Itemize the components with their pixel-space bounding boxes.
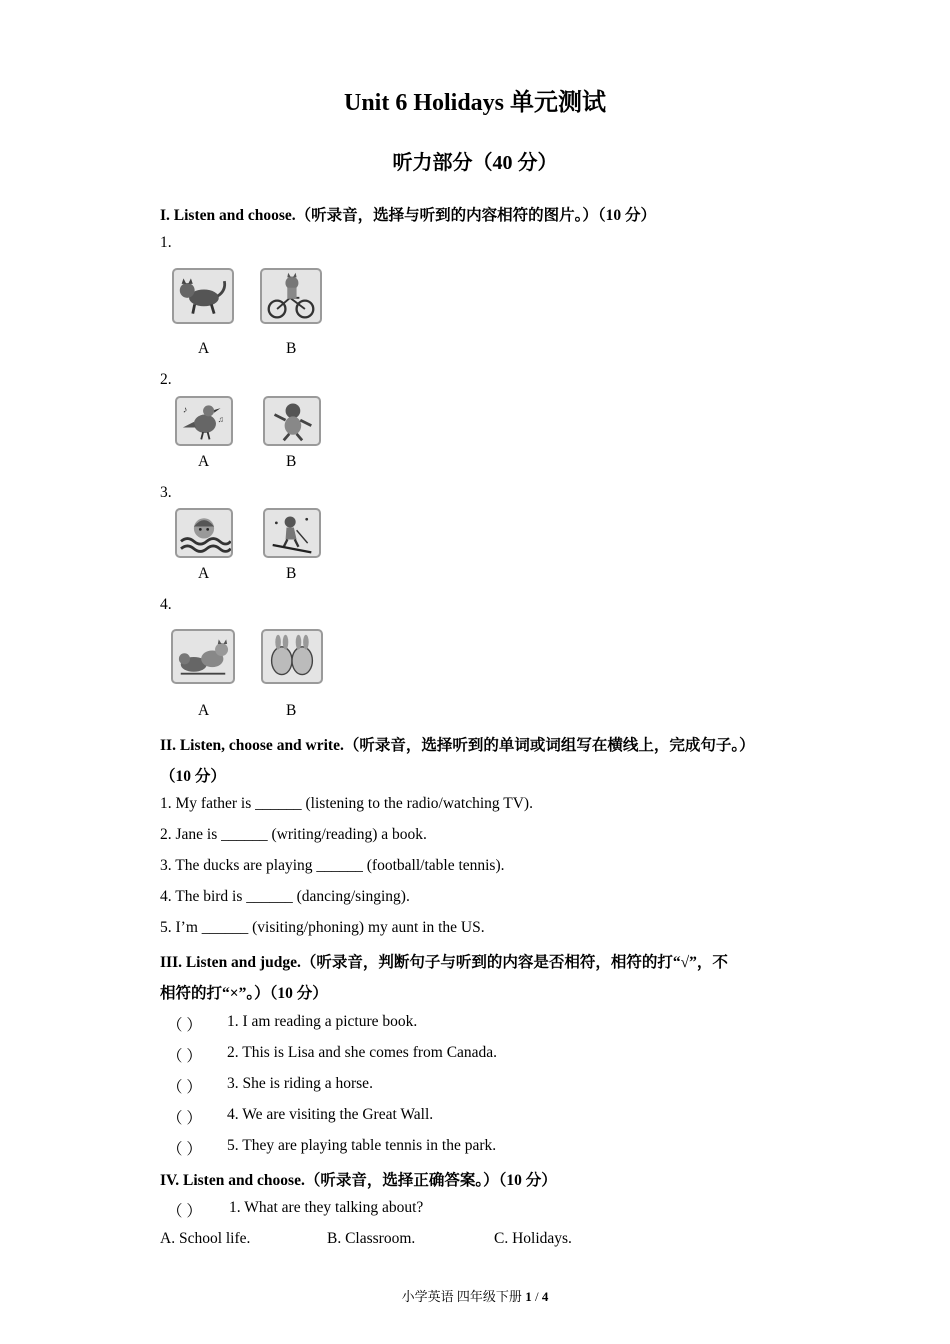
section-subtitle: 听力部分（40 分） bbox=[392, 152, 558, 174]
footer-text: 小学英语 四年级下册 bbox=[401, 1289, 522, 1304]
q2-option-b-label: B bbox=[286, 453, 297, 470]
q3-number: 3. bbox=[160, 484, 172, 501]
answer-parentheses[interactable]: （ ） bbox=[167, 1017, 202, 1034]
svg-text:♫: ♫ bbox=[217, 414, 225, 424]
section4-heading: IV. Listen and choose.（听录音，选择正确答案。）（10 分） bbox=[160, 1172, 557, 1189]
answer-parentheses[interactable]: （ ） bbox=[167, 1079, 202, 1096]
judge-statement: 2. This is Lisa and she comes from Canada. bbox=[227, 1044, 498, 1061]
child-swimming-icon bbox=[175, 508, 233, 558]
section3-heading-cont: 相符的打“×”。）（10 分） bbox=[160, 985, 328, 1002]
page-number: 1 bbox=[525, 1289, 532, 1304]
q4-number: 4. bbox=[160, 596, 172, 613]
fill-sentence: 4. The bird is ______ (dancing/singing). bbox=[160, 888, 410, 905]
judge-statement: 1. I am reading a picture book. bbox=[227, 1013, 418, 1030]
walking-cat-icon bbox=[172, 268, 234, 324]
section2-heading-cont: （10 分） bbox=[160, 768, 226, 785]
answer-parentheses[interactable]: （ ） bbox=[167, 1048, 202, 1065]
section1-heading: I. Listen and choose.（听录音，选择与听到的内容相符的图片。）（10 分） bbox=[160, 207, 657, 224]
judge-statement: 4. We are visiting the Great Wall. bbox=[227, 1106, 434, 1123]
fill-sentence: 1. My father is ______ (listening to the radio/watching TV). bbox=[160, 795, 533, 812]
option-b: B. Classroom. bbox=[327, 1230, 416, 1247]
q1-number: 1. bbox=[160, 234, 172, 251]
fill-sentence: 2. Jane is ______ (writing/reading) a book. bbox=[160, 826, 427, 843]
monkey-running-icon bbox=[263, 396, 321, 446]
child-skiing-icon bbox=[263, 508, 321, 558]
fill-sentence: 5. I’m ______ (visiting/phoning) my aunt in the US. bbox=[160, 919, 485, 936]
rabbits-icon bbox=[261, 629, 323, 684]
answer-parentheses[interactable]: （ ） bbox=[167, 1203, 202, 1220]
page-total: 4 bbox=[541, 1289, 549, 1304]
q2-number: 2. bbox=[160, 371, 172, 388]
page-title: Unit 6 Holidays 单元测试 bbox=[343, 90, 607, 116]
q1-option-a-label: A bbox=[198, 340, 210, 357]
q4-option-b-label: B bbox=[286, 702, 297, 719]
answer-parentheses[interactable]: （ ） bbox=[167, 1141, 202, 1158]
option-c: C. Holidays. bbox=[494, 1230, 572, 1247]
q1-option-b-label: B bbox=[286, 340, 297, 357]
page-footer bbox=[0, 1286, 950, 1305]
q2-option-a-label: A bbox=[198, 453, 210, 470]
fill-sentence: 3. The ducks are playing ______ (football/table tennis). bbox=[160, 857, 505, 874]
q4-option-a-label: A bbox=[198, 702, 210, 719]
answer-parentheses[interactable]: （ ） bbox=[167, 1110, 202, 1127]
cat-riding-bike-icon bbox=[260, 268, 322, 324]
q3-option-a-label: A bbox=[198, 565, 210, 582]
section3-heading: III. Listen and judge.（听录音，判断句子与听到的内容是否相符，相符的打“√”，不 bbox=[160, 954, 728, 971]
svg-text:♪: ♪ bbox=[182, 404, 188, 415]
option-a: A. School life. bbox=[160, 1230, 251, 1247]
page-separator: / bbox=[534, 1289, 539, 1304]
judge-statement: 5. They are playing table tennis in the park. bbox=[227, 1137, 497, 1154]
singing-bird-icon bbox=[175, 396, 233, 446]
judge-statement: 3. She is riding a horse. bbox=[227, 1075, 373, 1092]
cats-playing-icon bbox=[171, 629, 235, 684]
question-text: 1. What are they talking about? bbox=[229, 1199, 424, 1216]
section2-heading: II. Listen, choose and write.（听录音，选择听到的单词或词组写在横线上，完成句子。） bbox=[160, 737, 755, 754]
q3-option-b-label: B bbox=[286, 565, 297, 582]
